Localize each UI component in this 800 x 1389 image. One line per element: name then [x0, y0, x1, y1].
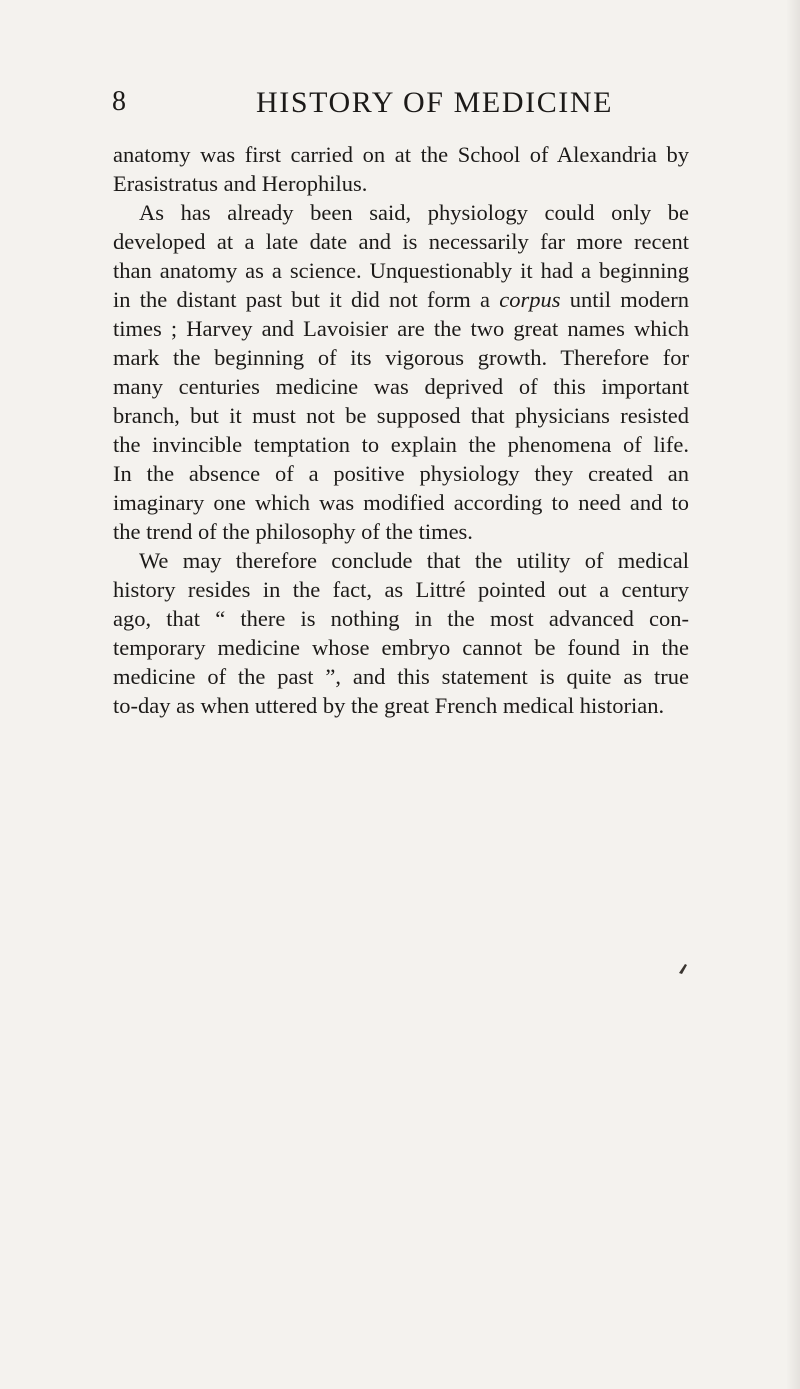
page-edge-shadow [786, 0, 800, 1389]
text-segment: until modern [560, 287, 689, 312]
text-line [113, 575, 689, 604]
text-line [113, 314, 689, 343]
text-line [113, 430, 689, 459]
text-segment: imaginary one which was modified according to need and to [113, 490, 689, 515]
text-line [113, 227, 689, 256]
text-line [113, 633, 689, 662]
paragraph [113, 546, 689, 720]
text-line [113, 140, 689, 169]
text-line [113, 198, 689, 227]
paragraph [113, 198, 689, 546]
text-segment: history resides in the fact, as Littré pointed out a century [113, 577, 689, 602]
text-line [113, 401, 689, 430]
text-line [113, 256, 689, 285]
text-segment: than anatomy as a science. Unquestionably it had a beginning [113, 258, 689, 283]
text-segment: anatomy was first carried on at the School of Alexandria by [113, 142, 689, 167]
text-segment: times ; Harvey and Lavoisier are the two great names which [113, 316, 689, 341]
text-segment: In the absence of a positive physiology they created an [113, 461, 689, 486]
text-line [113, 285, 689, 314]
text-segment: to-day as when uttered by the great French medical historian. [113, 693, 665, 718]
text-segment: medicine of the past ”, and this statement is quite as true [113, 664, 689, 689]
text-line [113, 459, 689, 488]
text-segment: many centuries medicine was deprived of this important [113, 374, 689, 399]
text-segment: branch, but it must not be supposed that physicians resisted [113, 403, 689, 428]
running-head [112, 86, 672, 126]
text-segment: the invincible temptation to explain the phenomena of life. [113, 432, 689, 457]
text-line [113, 169, 689, 198]
text-line [113, 604, 689, 633]
italic-term: corpus [499, 287, 561, 312]
page-number: 8 [112, 86, 127, 117]
running-title: HISTORY OF MEDICINE [256, 86, 614, 119]
text-segment: Erasistratus and Herophilus. [113, 171, 368, 196]
text-segment: mark the beginning of its vigorous growth. Therefore for [113, 345, 689, 370]
ink-speck [678, 963, 688, 975]
text-line [113, 691, 689, 720]
text-line [113, 343, 689, 372]
text-line [113, 372, 689, 401]
text-segment: the trend of the philosophy of the times. [113, 519, 473, 544]
text-line [113, 662, 689, 691]
text-segment: As has already been said, physiology could only be [139, 200, 689, 225]
text-segment: temporary medicine whose embryo cannot be found in the [113, 635, 689, 660]
text-line [113, 517, 689, 546]
body-text [113, 140, 689, 720]
text-segment: We may therefore conclude that the utility of medical [139, 548, 689, 573]
text-segment: in the distant past but it did not form a [113, 287, 500, 312]
text-line [113, 488, 689, 517]
text-segment: developed at a late date and is necessarily far more recent [113, 229, 689, 254]
text-segment: ago, that “ there is nothing in the most advanced con- [113, 606, 689, 631]
paragraph [113, 140, 689, 198]
text-line [113, 546, 689, 575]
